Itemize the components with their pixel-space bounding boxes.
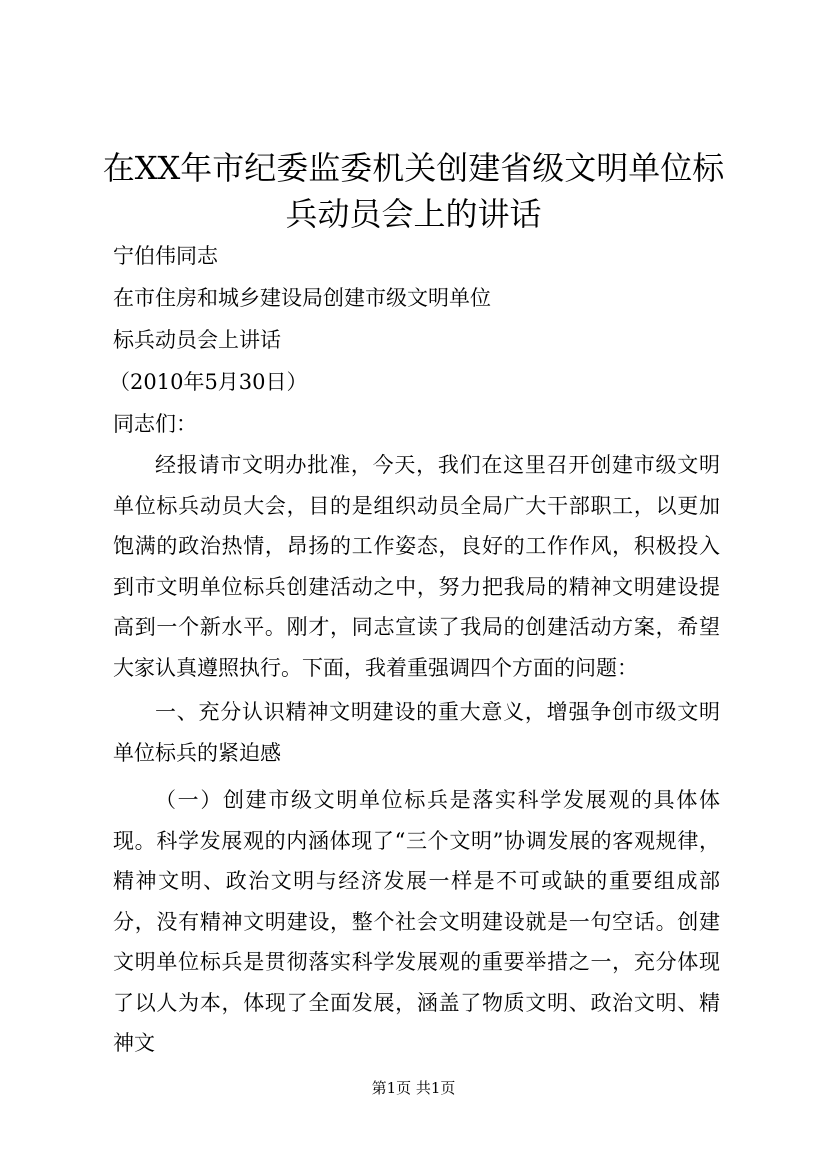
subtitle-line-2: 标兵动员会上讲话 [113, 328, 281, 352]
subtitle-line-1: 在市住房和城乡建设局创建市级文明单位 [113, 286, 491, 310]
salutation: 同志们： [113, 412, 197, 436]
section-heading-1: 一、充分认识精神文明建设的重大意义，增强争创市级文明单位标兵的紧迫感 [113, 700, 720, 765]
document-title-line-1: 在XX年市纪委监委机关创建省级文明单位标 [102, 149, 725, 187]
body-paragraph-2: （一）创建市级文明单位标兵是落实科学发展观的具体体现。科学发展观的内涵体现了“三个文明”协调发展的客观规律，精神文明、政治文明与经济发展一样是不可或缺的重要组成部分，没有精神文明建设，整个社会文明建设就是一句空话。创建文明单位标兵是贯彻落实科学发展观的重要举措之一，充分体现了以人为本，体现了全面发展，涵盖了物质文明、政治文明、精神文 [113, 788, 720, 1055]
speaker-name: 宁伯伟同志 [113, 244, 218, 268]
speech-date: （2010年5月30日） [109, 370, 308, 394]
document-title-line-2: 兵动员会上的讲话 [285, 195, 542, 233]
body-paragraph-1: 经报请市文明办批准，今天，我们在这里召开创建市级文明单位标兵动员大会，目的是组织动员全局广大干部职工，以更加饱满的政治热情，昂扬的工作姿态，良好的工作作风，积极投入到市文明单位标兵创建活动之中，努力把我局的精神文明建设提高到一个新水平。刚才，同志宣读了我局的创建活动方案，希望大家认真遵照执行。下面，我着重强调四个方面的问题： [113, 453, 720, 680]
page-footer: 第1页 共1页 [371, 1079, 456, 1097]
